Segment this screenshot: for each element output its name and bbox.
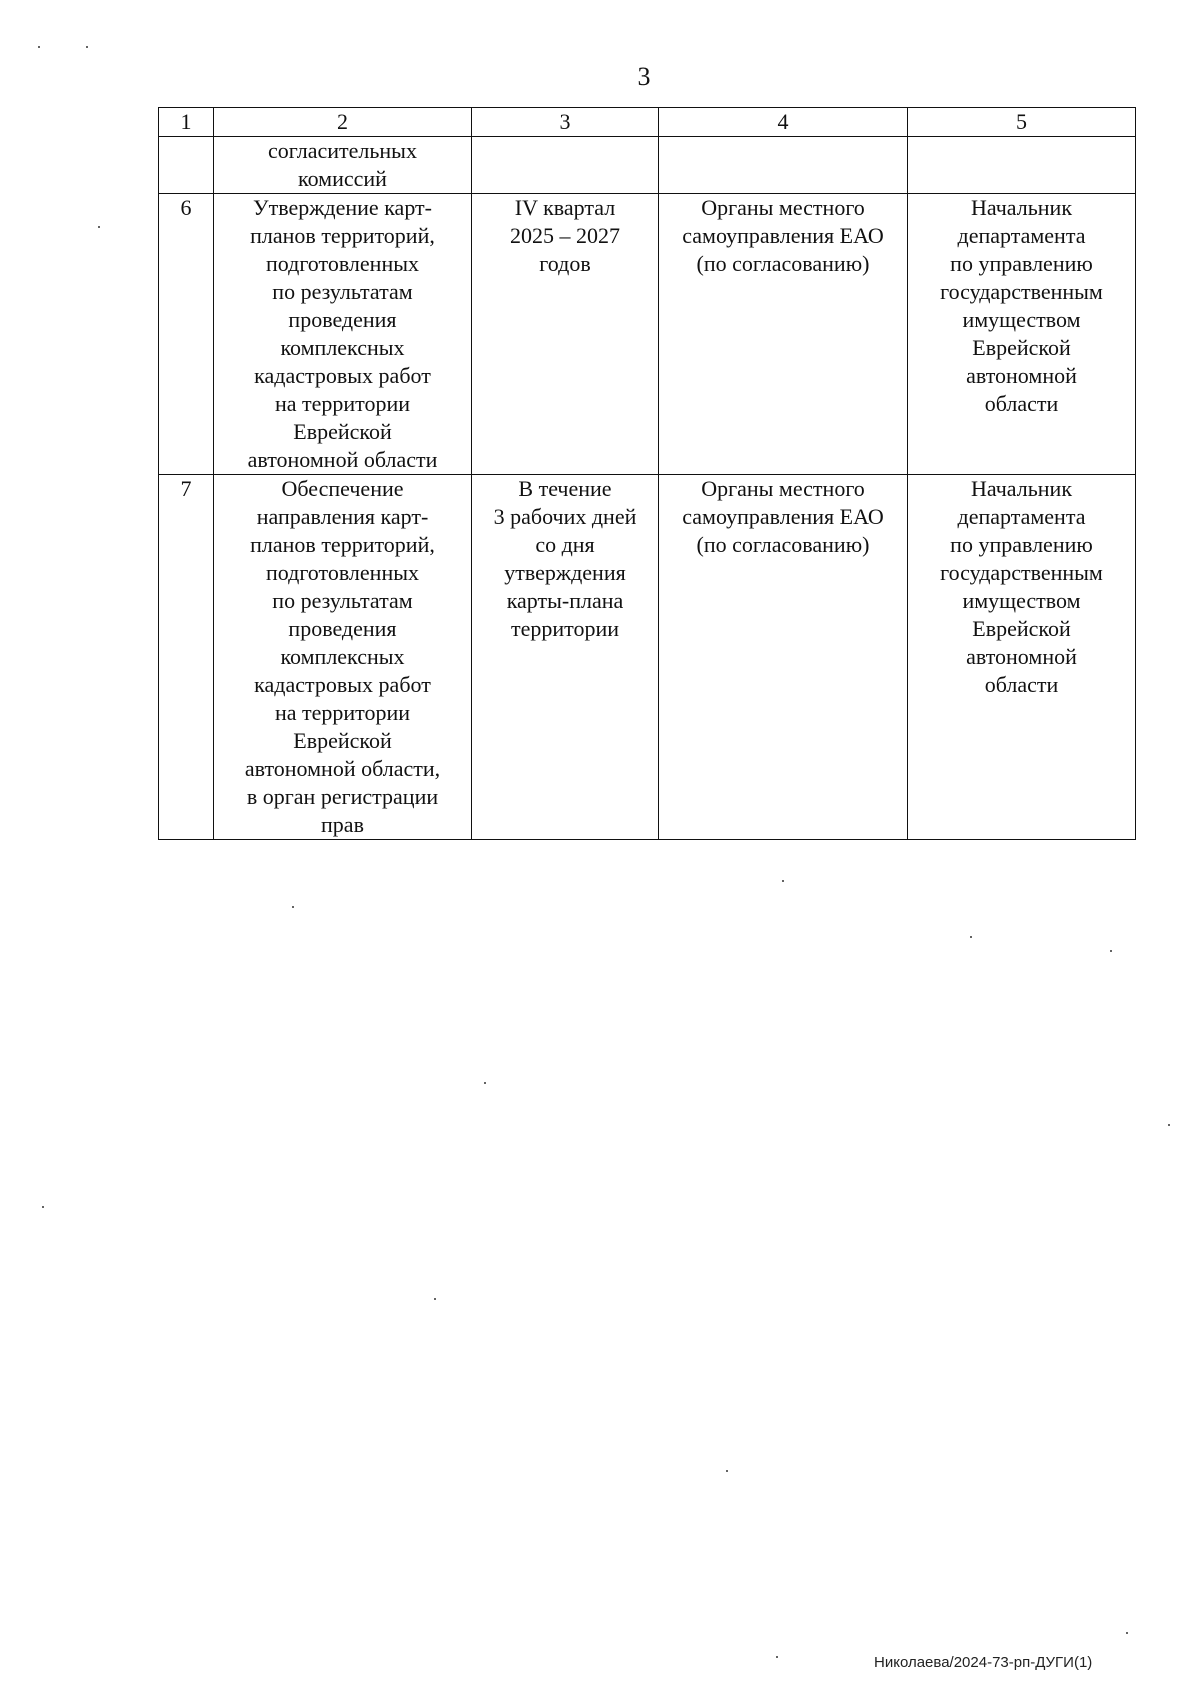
table-row: [159, 137, 1136, 194]
row-number-cell: 6: [159, 194, 214, 475]
row-number-cell: [159, 137, 214, 194]
responsible-cell: [908, 137, 1136, 194]
scan-speck: [1126, 1632, 1128, 1634]
scan-speck: [434, 1298, 436, 1300]
scan-speck: [726, 1470, 728, 1472]
table-row: [159, 194, 1136, 475]
scan-speck: [292, 906, 294, 908]
deadline-cell: В течение 3 рабочих дней со дня утверждения карты-плана территории: [472, 475, 659, 840]
scan-speck: [86, 46, 88, 48]
action-cell: согласительных комиссий: [214, 137, 472, 194]
page-number: 3: [637, 62, 651, 91]
scan-speck: [98, 226, 100, 228]
action-cell: Утверждение карт- планов территорий, подготовленных по результатам проведения комплексных кадастровых работ на территории Еврейской автономной области: [214, 194, 472, 475]
scan-speck: [42, 1206, 44, 1208]
scan-speck: [1168, 1124, 1170, 1126]
document-code: Николаева/2024-73-рп-ДУГИ(1): [874, 1654, 1093, 1671]
responsible-cell: Начальник департамента по управлению государственным имуществом Еврейской автономной области: [908, 475, 1136, 840]
executors-cell: Органы местного самоуправления ЕАО (по согласованию): [659, 194, 908, 475]
deadline-cell: IV квартал 2025 – 2027 годов: [472, 194, 659, 475]
scan-speck: [776, 1656, 778, 1658]
table-row: [159, 475, 1136, 840]
header-cell-3: 3: [472, 108, 659, 137]
scan-speck: [782, 880, 784, 882]
executors-cell: Органы местного самоуправления ЕАО (по согласованию): [659, 475, 908, 840]
scan-speck: [484, 1082, 486, 1084]
header-cell-1: 1: [159, 108, 214, 137]
responsible-cell: Начальник департамента по управлению государственным имуществом Еврейской автономной области: [908, 194, 1136, 475]
executors-cell: [659, 137, 908, 194]
plan-table: [158, 107, 1136, 840]
header-cell-4: 4: [659, 108, 908, 137]
header-cell-2: 2: [214, 108, 472, 137]
scan-speck: [970, 936, 972, 938]
table-header-row: [159, 108, 1136, 137]
deadline-cell: [472, 137, 659, 194]
action-cell: Обеспечение направления карт- планов территорий, подготовленных по результатам проведения комплексных кадастровых работ на территории Еврейской автономной области, в орган регистрации прав: [214, 475, 472, 840]
scan-speck: [38, 46, 40, 48]
scan-speck: [1110, 950, 1112, 952]
header-cell-5: 5: [908, 108, 1136, 137]
row-number-cell: 7: [159, 475, 214, 840]
